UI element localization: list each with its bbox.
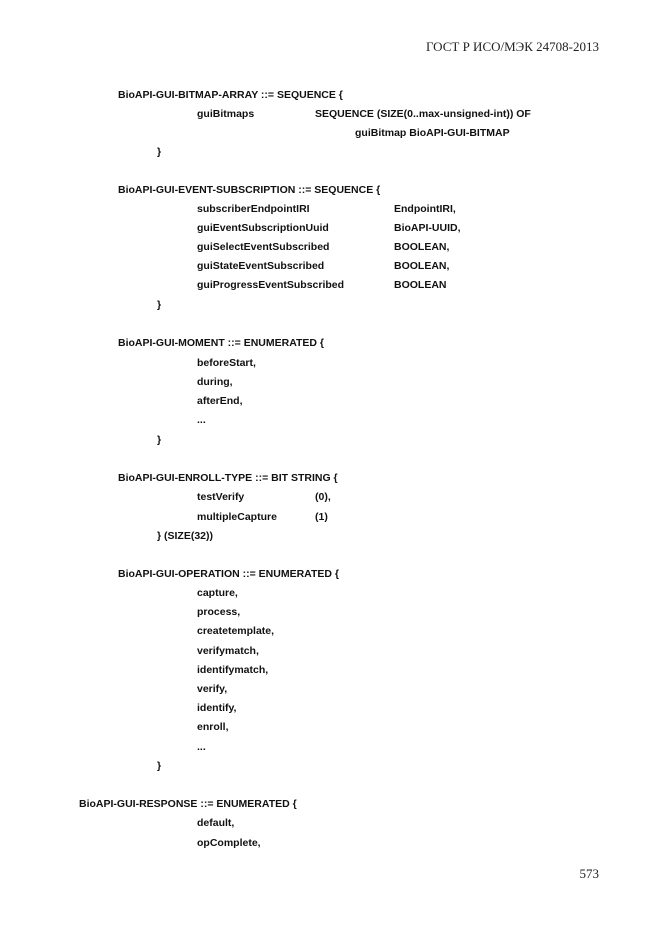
- operation-item: createtemplate,: [197, 625, 275, 637]
- moment-close: }: [157, 434, 162, 446]
- moment-item: afterEnd,: [197, 395, 243, 407]
- moment-declaration: BioAPI-GUI-MOMENT ::= ENUMERATED {: [118, 337, 325, 349]
- event-subscription-field-name: guiSelectEventSubscribed: [197, 241, 330, 253]
- bitmap-array-type-line2: guiBitmap BioAPI-GUI-BITMAP: [355, 127, 510, 139]
- event-subscription-field-name: guiEventSubscriptionUuid: [197, 222, 329, 234]
- enroll-type-bit-name: multipleCapture: [197, 511, 277, 523]
- moment-item: ...: [197, 414, 206, 426]
- event-subscription-field-type: BOOLEAN,: [394, 241, 450, 253]
- enroll-type-bit-value: (1): [315, 511, 328, 523]
- operation-close: }: [157, 760, 162, 772]
- response-item: default,: [197, 817, 235, 829]
- document-header: ГОСТ Р ИСО/МЭК 24708-2013: [425, 39, 599, 54]
- bitmap-array-declaration: BioAPI-GUI-BITMAP-ARRAY ::= SEQUENCE {: [118, 89, 343, 101]
- moment-item: during,: [197, 376, 233, 388]
- response-item: opComplete,: [197, 837, 261, 849]
- operation-item: ...: [197, 741, 206, 753]
- operation-item: process,: [197, 606, 241, 618]
- event-subscription-field-type: EndpointIRI,: [394, 203, 456, 215]
- event-subscription-field-type: BOOLEAN,: [394, 260, 450, 272]
- bitmap-array-type-line1: SEQUENCE (SIZE(0..max-unsigned-int)) OF: [315, 108, 531, 120]
- bitmap-array-close: }: [157, 146, 162, 158]
- enroll-type-close: } (SIZE(32)): [157, 530, 214, 542]
- event-subscription-field-type: BOOLEAN: [394, 279, 447, 291]
- operation-item: identifymatch,: [197, 664, 269, 676]
- page-number: 573: [579, 866, 599, 881]
- enroll-type-declaration: BioAPI-GUI-ENROLL-TYPE ::= BIT STRING {: [118, 472, 338, 484]
- operation-item: identify,: [197, 702, 237, 714]
- operation-item: enroll,: [197, 721, 229, 733]
- operation-item: verify,: [197, 683, 228, 695]
- bitmap-array-field: guiBitmaps: [197, 108, 255, 120]
- enroll-type-bit-value: (0),: [315, 491, 331, 503]
- event-subscription-close: }: [157, 299, 162, 311]
- enroll-type-bit-name: testVerify: [197, 491, 245, 503]
- response-declaration: BioAPI-GUI-RESPONSE ::= ENUMERATED {: [79, 798, 297, 810]
- event-subscription-declaration: BioAPI-GUI-EVENT-SUBSCRIPTION ::= SEQUENCE {: [118, 184, 381, 196]
- moment-item: beforeStart,: [197, 357, 256, 369]
- operation-declaration: BioAPI-GUI-OPERATION ::= ENUMERATED {: [118, 568, 339, 580]
- event-subscription-field-name: subscriberEndpointIRI: [197, 203, 310, 215]
- operation-item: capture,: [197, 587, 238, 599]
- event-subscription-field-name: guiStateEventSubscribed: [197, 260, 325, 272]
- operation-item: verifymatch,: [197, 645, 259, 657]
- event-subscription-field-name: guiProgressEventSubscribed: [197, 279, 345, 291]
- event-subscription-field-type: BioAPI-UUID,: [394, 222, 461, 234]
